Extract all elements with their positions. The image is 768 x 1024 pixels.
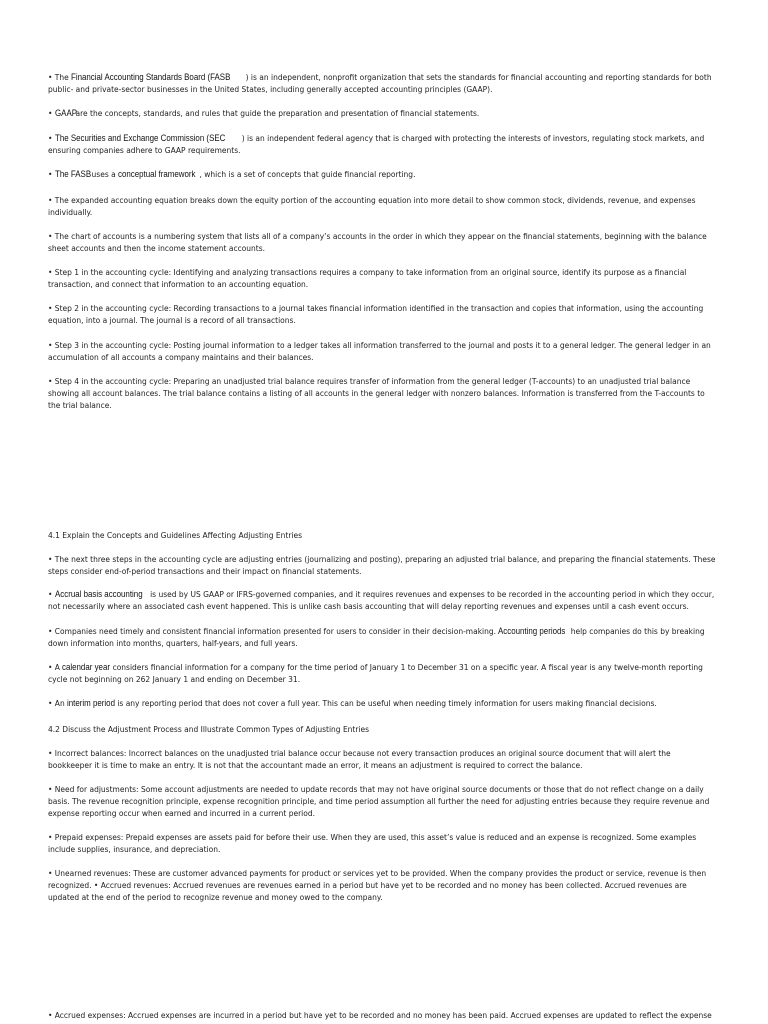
bold-term: GAAP <box>54 108 77 118</box>
section-heading-4-2 <box>48 724 716 736</box>
paragraph-prepaid-expenses <box>48 832 716 856</box>
text-run: considers financial information for a company for the time period of January 1 to December 31 on a specific year. A fiscal year is any twelve-month reporting cycle not beginning on 262 January 1 and ending on December 31. <box>48 663 703 684</box>
text-run: • Prepaid expenses: Prepaid expenses are assets paid for before their use. When they are used, this asset’s value is reduced and an expense is recognized. Some examples include supplies, insurance, and depreciation. <box>48 833 697 854</box>
bold-term: Financial Accounting Standards Board (FASB <box>71 72 231 82</box>
text-run: ) is an independent, nonprofit organization that sets the standards for financial accounting and reporting standards for both public- and private-sector businesses in the United States, including generally accepted accounting principles (GAAP). <box>48 73 712 94</box>
text-run: • Incorrect balances: Incorrect balances on the unadjusted trial balance occur because not every transaction produces an original source document that will alert the bookkeeper it is time to make an entry. It is not that the accountant made an error, it means an adjustment is required to correct the balance. <box>48 749 671 770</box>
text-run: • Step 4 in the accounting cycle: Preparing an unadjusted trial balance requires transfer of information from the general ledger (T-accounts) to an unadjusted trial balance showing all account balances. The trial balance contains a listing of all accounts in the general ledger with nonzero balances. Information is transferred from the T-accounts to the trial balance. <box>48 377 705 410</box>
paragraph-incorrect-balances <box>48 748 716 772</box>
bold-term: Accrual basis accounting <box>54 589 143 599</box>
paragraph-sec <box>48 133 716 157</box>
bold-term: The FASB <box>54 169 91 179</box>
text-run: • Step 2 in the accounting cycle: Recording transactions to a journal takes financial information identified in the transaction and copies that information, using the accounting equation, into a journal. The journal is a record of all transactions. <box>48 304 704 325</box>
text-run: • Need for adjustments: Some account adjustments are needed to update records that may not have original source documents or those that do not reflect change on a daily basis. The revenue recognition principle, expense recognition principle, and time period assumption all further the need for adjusting entries because they require revenue and expense reporting occur when earned and incurred in a current period. <box>48 785 710 818</box>
text-run: help companies do this by breaking down information into months, quarters, half-years, and full years. <box>48 627 705 648</box>
paragraph-step-4 <box>48 376 716 411</box>
text-run: ) is an independent federal agency that is charged with protecting the interests of investors, regulating stock markets, and ensuring companies adhere to GAAP requirements. <box>48 134 705 155</box>
bold-term: Accounting periods <box>498 626 566 636</box>
text-run: 4.2 Discuss the Adjustment Process and Illustrate Common Types of Adjusting Entries <box>48 725 370 734</box>
bold-term: interim period <box>67 698 116 708</box>
paragraph-interim-period <box>48 698 716 710</box>
text-run: • <box>48 134 55 143</box>
text-run: • <box>48 170 55 179</box>
text-run: 4.1 Explain the Concepts and Guidelines Affecting Adjusting Entries <box>48 531 303 540</box>
text-run: • The chart of accounts is a numbering system that lists all of a company’s accounts in the order in which they appear on the financial statements, beginning with the balance sheet accounts and then the income statement accounts. <box>48 232 707 253</box>
text-run: , which is a set of concepts that guide financial reporting. <box>199 170 416 179</box>
text-run: • The next three steps in the accounting cycle are adjusting entries (journalizing and posting), preparing an adjusted trial balance, and preparing the financial statements. These steps consider end-of-period transactions and their impact on financial statements. <box>48 555 716 576</box>
paragraph-fasb <box>48 72 716 96</box>
text-run: are the concepts, standards, and rules that guide the preparation and presentation of financial statements. <box>73 109 480 118</box>
paragraph-conceptual-framework <box>48 169 716 181</box>
text-run: • Companies need timely and consistent financial information presented for users to consider in their decision-making. <box>48 627 499 636</box>
text-run: • Step 1 in the accounting cycle: Identifying and analyzing transactions requires a company to take information from an original source, identify its purpose as a financial transaction, and connect that information to an accounting equation. <box>48 268 687 289</box>
text-run: • Accrued expenses: Accrued expenses are incurred in a period but have yet to be recorded and no money has been paid. Accrued expenses are updated to reflect the expense <box>48 1011 712 1020</box>
bold-term: conceptual framework <box>118 169 196 179</box>
text-run: • The <box>48 73 72 82</box>
text-run: • <box>48 109 55 118</box>
text-run: is any reporting period that does not cover a full year. This can be useful when needing timely information for users making financial decisions. <box>114 699 657 708</box>
text-run: • Unearned revenues: These are customer advanced payments for product or services yet to be provided. When the company provides the product or service, revenue is then recognized. • Accrued revenues: Accrued revenues are revenues earned in a period but have yet to be recorded and no money has been collected. Accrued revenues are updated at the end of the period to recognize revenue and money owed to the company. <box>48 869 707 902</box>
paragraph-unearned-accrued-revenues <box>48 868 716 903</box>
paragraph-accounting-periods <box>48 626 716 650</box>
text-run: • Step 3 in the accounting cycle: Posting journal information to a ledger takes all information transferred to the journal and posts it to a general ledger. The general ledger in an accumulation of all accounts a company maintains and their balances. <box>48 341 711 362</box>
text-run: • A <box>48 663 63 672</box>
paragraph-need-for-adjustments <box>48 784 716 819</box>
text-run: is used by US GAAP or IFRS-governed companies, and it requires revenues and expenses to be recorded in the accounting period in which they occur, not necessarily where an associated cash event happened. This is unlike cash basis accounting that will delay reporting revenues and expenses until a cash event occurs. <box>48 590 715 611</box>
bold-term: calendar year <box>62 662 111 672</box>
paragraph-step-1 <box>48 267 716 291</box>
paragraph-next-steps <box>48 554 716 578</box>
paragraph-chart-of-accounts <box>48 231 716 255</box>
bold-term: The Securities and Exchange Commission (SEC <box>54 133 226 143</box>
text-run: • The expanded accounting equation breaks down the equity portion of the accounting equation into more detail to show common stock, dividends, revenue, and expenses individually. <box>48 196 696 217</box>
text-run: • <box>48 590 55 599</box>
text-run: • An <box>48 699 68 708</box>
paragraph-step-2 <box>48 303 716 327</box>
paragraph-gaap <box>48 108 716 120</box>
section-heading-4-1 <box>48 530 716 542</box>
paragraph-accrued-expenses <box>48 1010 716 1022</box>
paragraph-calendar-year <box>48 662 716 686</box>
paragraph-step-3 <box>48 340 716 364</box>
paragraph-accrual-basis <box>48 589 716 613</box>
paragraph-expanded-equation <box>48 195 716 219</box>
text-run: uses a <box>89 170 119 179</box>
